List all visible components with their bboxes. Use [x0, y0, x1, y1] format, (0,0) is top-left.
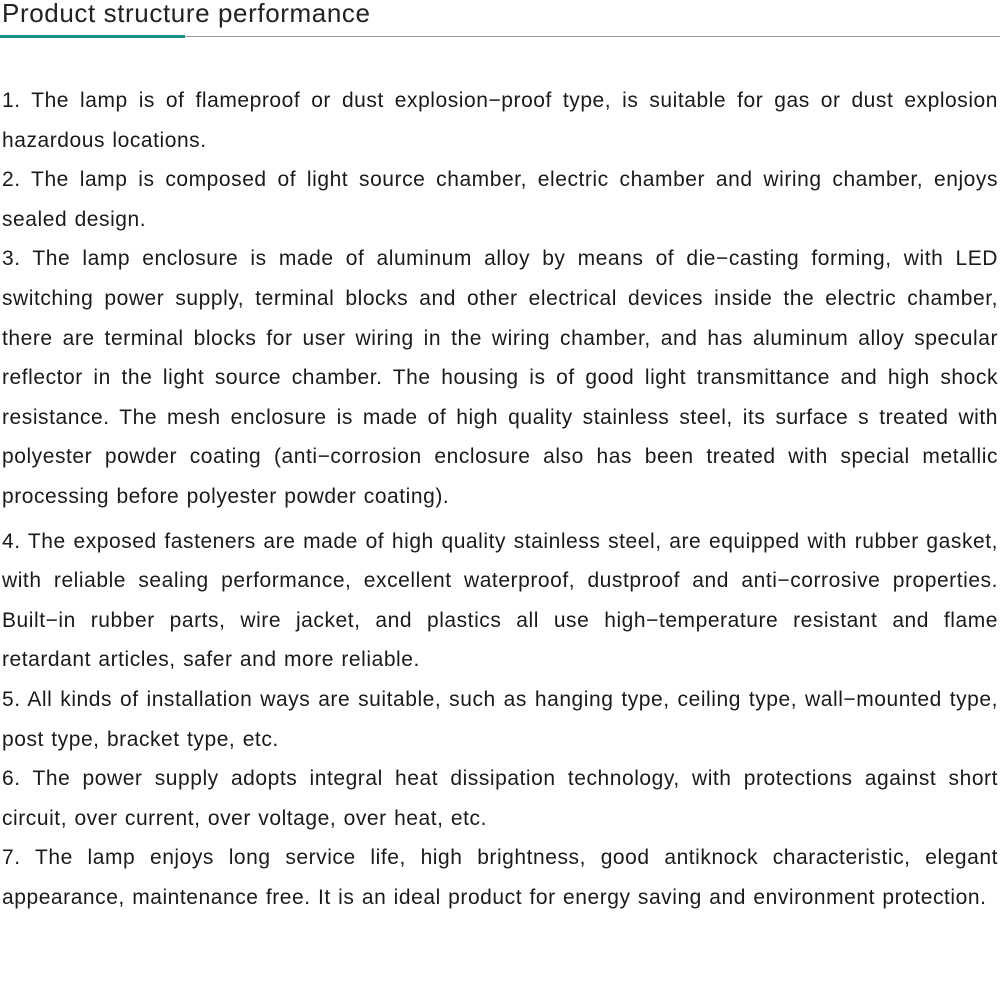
feature-item-2: 2. The lamp is composed of light source chamber, electric chamber and wiring chamber, enjoys sealed design. [2, 168, 998, 231]
feature-item-6: 6. The power supply adopts integral heat dissipation technology, with protections against short circuit, over current, over voltage, over heat, etc. [2, 767, 998, 830]
feature-item-4: 4. The exposed fasteners are made of high quality stainless steel, are equipped with rubber gasket, with reliable sealing performance, excellent waterproof, dustproof and anti−corrosive properties. Built−in rubber parts, wire jacket, and plastics all use high−temperature resistant and flame retardant articles, safer and more reliable. [2, 529, 998, 672]
feature-item-7: 7. The lamp enjoys long service life, high brightness, good antiknock characteristic, elegant appearance, maintenance free. It is an ideal product for energy saving and environment protection. [2, 846, 998, 909]
section-title: Product structure performance [2, 0, 371, 28]
feature-item-3: 3. The lamp enclosure is made of aluminum alloy by means of die−casting forming, with LED switching power supply, terminal blocks and other electrical devices inside the electric chamber, there are terminal blocks for user wiring in the wiring chamber, and has aluminum alloy specular reflector in the light source chamber. The housing is of good light transmittance and high shock resistance. The mesh enclosure is made of high quality stainless steel, its surface s treated with polyester powder coating (anti−corrosion enclosure also has been treated with special metallic processing before polyester powder coating). [2, 247, 998, 508]
feature-item-5: 5. All kinds of installation ways are suitable, such as hanging type, ceiling type, wall−mounted type, post type, bracket type, etc. [2, 687, 998, 751]
feature-item-1: 1. The lamp is of flameproof or dust explosion−proof type, is suitable for gas or dust explosion hazardous locations. [2, 89, 998, 152]
section-header [0, 0, 1000, 40]
header-accent-bar [0, 35, 185, 38]
feature-list [2, 81, 998, 917]
